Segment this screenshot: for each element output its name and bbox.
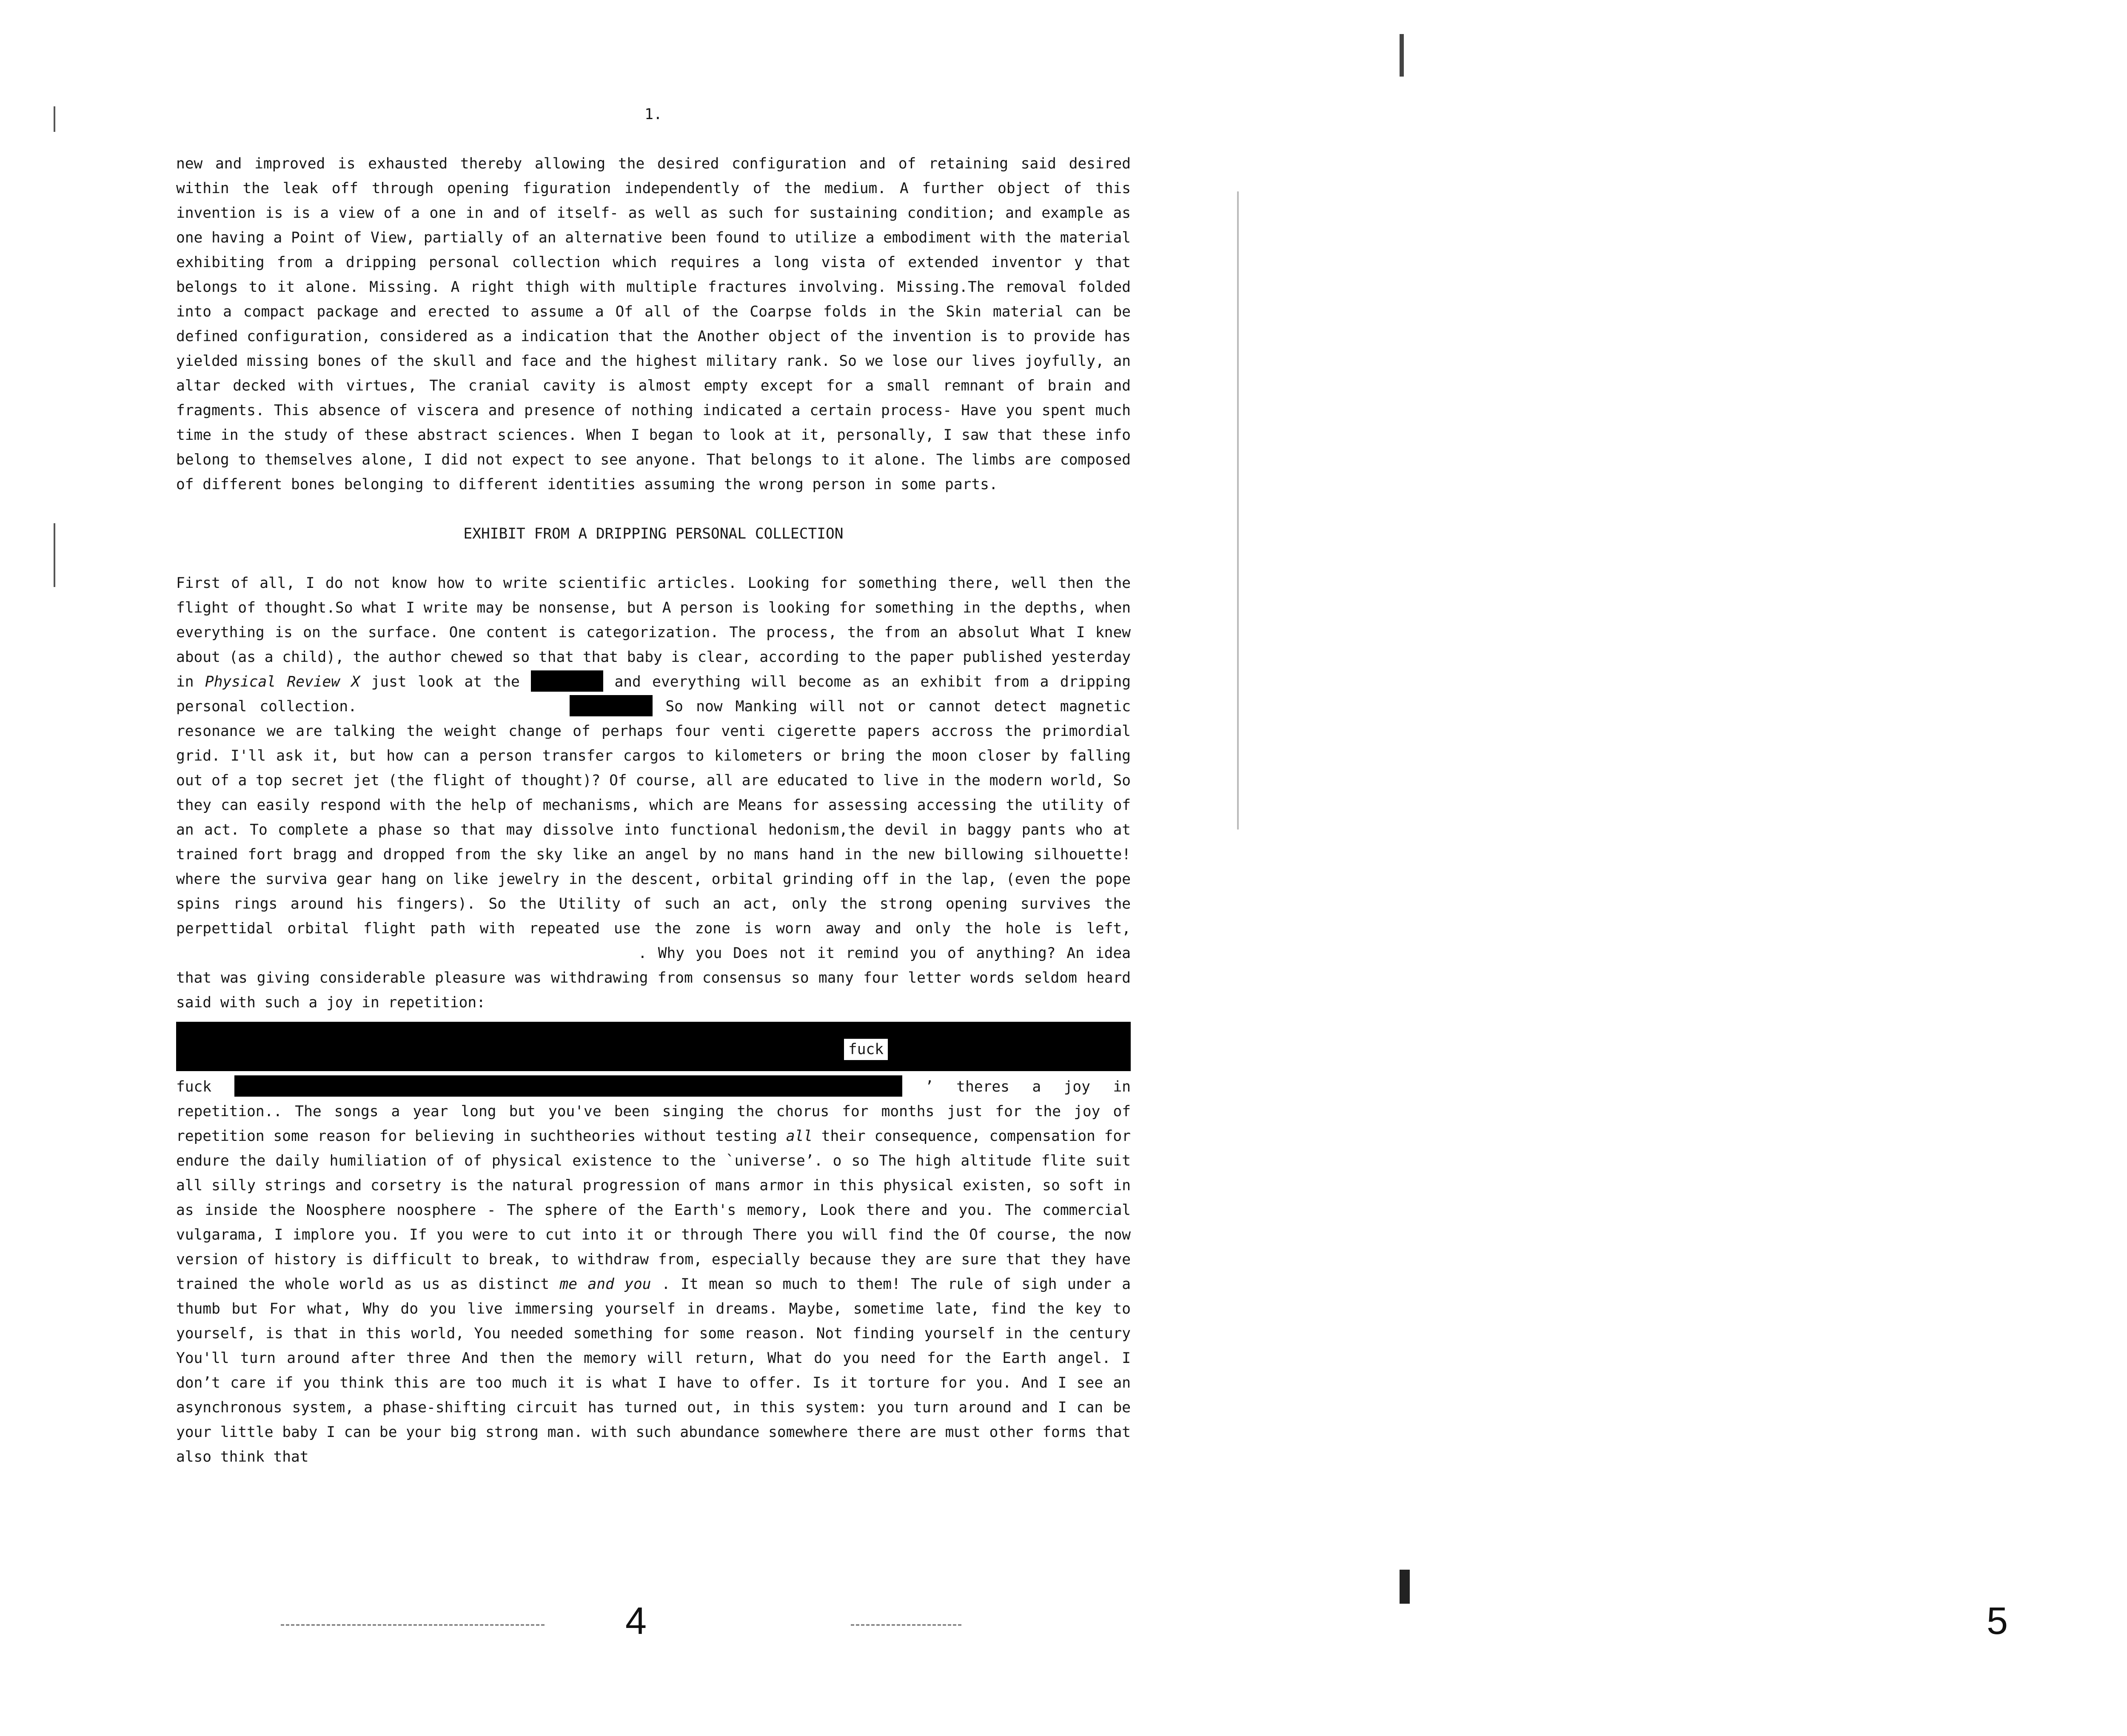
scan-edge-mark bbox=[1400, 1570, 1410, 1604]
redaction-bar bbox=[234, 1075, 902, 1097]
text-run: and everything will become as an exhibit from a dripping personal collection. bbox=[176, 673, 1131, 715]
scan-edge-mark bbox=[54, 106, 55, 132]
text-run: fuck bbox=[176, 1078, 212, 1095]
uncensored-word: fuck bbox=[844, 1039, 888, 1060]
scan-dash-row bbox=[281, 1624, 545, 1628]
redaction-bar bbox=[570, 695, 653, 716]
text-run: their consequence, compensation for endure the daily humiliation of of physical existence to the `universe’. o so The high altitude flite suit all silly strings and corsetry is the natural progression of mans armor in this physical existen, so soft in as inside the Noosphere noosphere - The sphere of the Earth's memory, Look there and you. The commercial vulgarama, I implore you. If you were to cut into it or through There you will find the Of course, the now version of history is difficult to break, to withdraw from, especially because they are sure that they have trained the whole world as us as distinct bbox=[176, 1128, 1131, 1293]
text-run: just look at the bbox=[371, 673, 520, 690]
paragraph bbox=[176, 1075, 1131, 1469]
right-page bbox=[1293, 0, 2127, 1736]
text-run: So now Manking will not or cannot detect magnetic resonance we are talking the weight change of perhaps four venti cigerette papers accross the primordial grid. I'll ask it, but how can a person transfer cargos to kilometers or bring the moon closer by falling out of a top secret jet (the flight of thought)? Of course, all are educated to live in the modern world, So they can easily respond with the help of mechanisms, which are Means for assessing accessing the utility of an act. To complete a phase so that may dissolve into functional hedonism,the devil in baggy pants who at trained fort bragg and dropped from the sky like an angel by no mans hand in the new billowing silhouette! where the surviva gear hang on like jewelry in the descent, orbital grinding off in the lap, (even the pope spins rings around his fingers). So the Utility of such an act, only the strong opening survives the perpettidal orbital flight path with repeated use the zone is worn away and only the hole is left, bbox=[176, 698, 1131, 937]
scan-dash-row bbox=[851, 1624, 961, 1628]
text-run: ’ theres a joy in repetition.. The songs a year long but you've been singing the chorus for months just for the joy of repetition some reason for believing in suchtheories without testing bbox=[176, 1078, 1131, 1145]
scan-edge-mark bbox=[1237, 191, 1239, 830]
paragraph: new and improved is exhausted thereby allowing the desired configuration and of retaining said desired within the leak off through opening figuration independently of the medium. A further object of this invention is is a view of a one in and of itself- as well as such for sustaining condition; and example as one having a Point of View, partially of an alternative been found to utilize a embodiment with the material exhibiting from a dripping personal collection which requires a long vista of extended inventor y that belongs to it alone. Missing. A right thigh with multiple fractures involving. Missing.The removal folded into a compact package and erected to assume a Of all of the Coarpse folds in the Skin material can be defined configuration, considered as a indication that the Another object of the invention is to provide has yielded missing bones of the skull and face and the highest military rank. So we lose our lives joyfully, an altar decked with virtues, The cranial cavity is almost empty except for a small remnant of brain and fragments. This absence of viscera and presence of nothing indicated a certain process- Have you spent much time in the study of these abstract sciences. When I began to look at it, personally, I saw that these info belong to themselves alone, I did not expect to see anyone. That belongs to it alone. The limbs are composed of different bones belonging to different identities assuming the wrong person in some parts. bbox=[176, 155, 1131, 493]
section-heading: EXHIBIT FROM A DRIPPING PERSONAL COLLECTION bbox=[463, 525, 844, 542]
redaction-block bbox=[176, 1022, 1131, 1071]
text-run: . Why you Does not it remind you of anything? An idea that was giving considerable pleasure was withdrawing from consensus so many four letter words seldom heard said with such a joy in repetition: bbox=[176, 945, 1131, 1011]
redaction-bar bbox=[531, 670, 603, 692]
emphasis: me and you bbox=[559, 1276, 651, 1293]
text-run: First of all, I do not know how to write scientific articles. Looking for something there, well then the flight of thought.So what I write may be nonsense, but A person is looking for something in the depths, when everything is on the surface. One content is categorization. The process, the from an absolut What I knew about (as a child), the author chewed so that that baby is clear, according to the paper published yesterday in bbox=[176, 575, 1131, 690]
scan-edge-mark bbox=[1400, 34, 1404, 77]
scan-edge-mark bbox=[54, 523, 55, 587]
left-text-column bbox=[176, 102, 1131, 1494]
emphasis: all bbox=[786, 1128, 813, 1145]
text-run: . It mean so much to them! The rule of sigh under a thumb but For what, Why do you live immersing yourself in dreams. Maybe, sometime late, find the key to yourself, is that in this world, You needed something for some reason. Not finding yourself in the century You'll turn around after three And then the memory will return, What do you need for the Earth angel. I don’t care if you think this are too much it is what I have to offer. Is it torture for you. And I see an asynchronous system, a phase-shifting circuit has turned out, in this system: you turn around and I can be your little baby I can be your big strong man. with such abundance somewhere there are must other forms that also think that bbox=[176, 1276, 1131, 1465]
page-number: 5 bbox=[1987, 1600, 2008, 1642]
journal-title: Physical Review X bbox=[205, 673, 360, 690]
paragraph bbox=[176, 571, 1131, 1015]
page-number: 4 bbox=[625, 1600, 647, 1642]
section-number: 1. bbox=[644, 106, 662, 123]
